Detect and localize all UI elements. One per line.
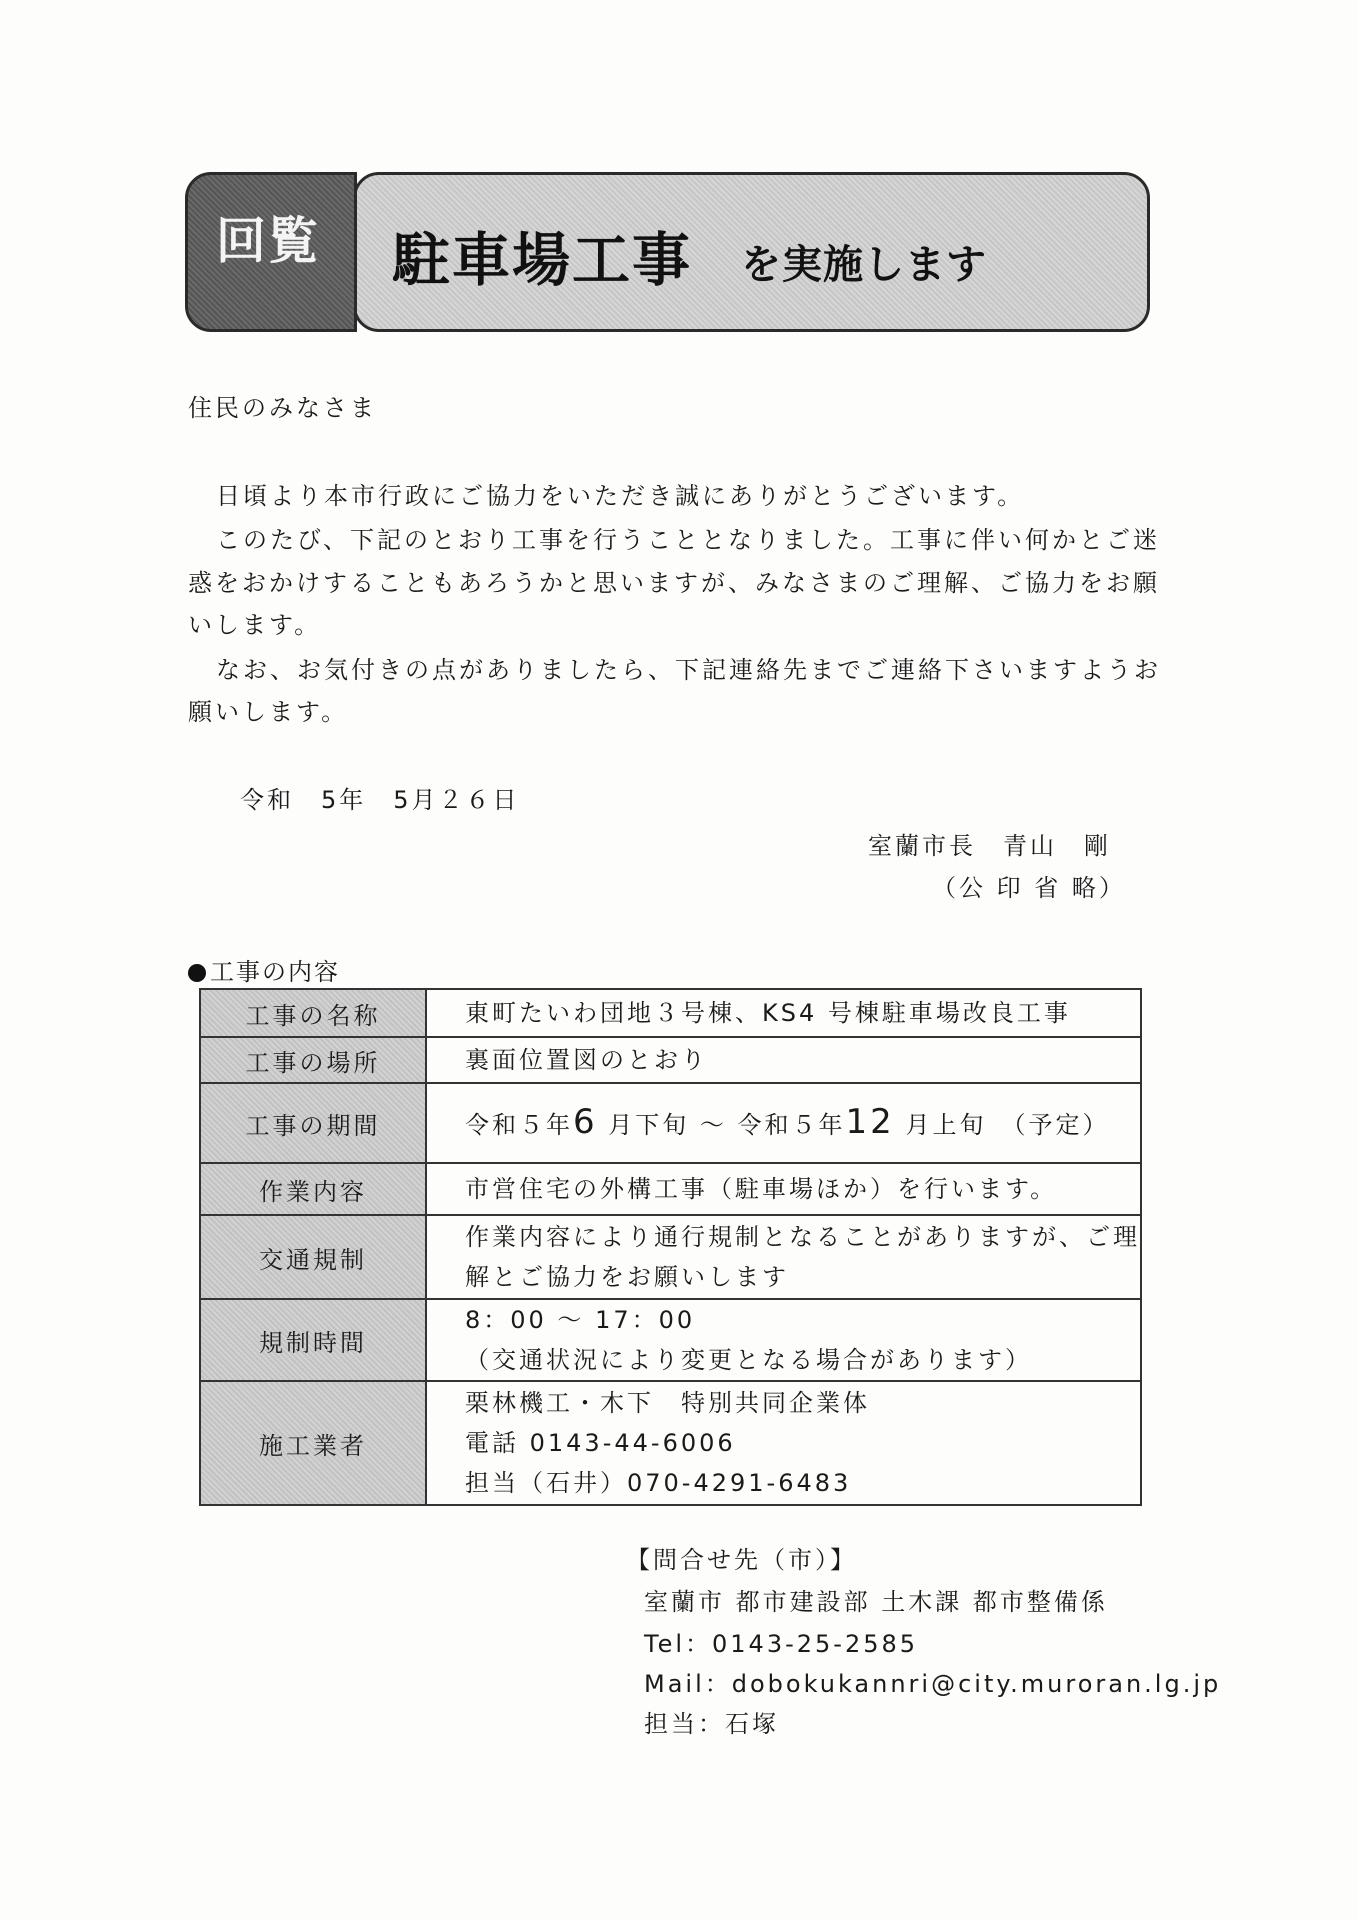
bullet-icon (188, 964, 206, 982)
table-row (200, 1083, 1141, 1163)
contractor-line-3: 担当（石井）070-4291-6483 (465, 1469, 852, 1497)
work-label: 作業内容 (200, 1163, 426, 1215)
table-row (200, 1215, 1141, 1299)
contact-tel: Tel：0143-25-2585 (644, 1630, 919, 1658)
contractor-value (426, 1381, 1141, 1505)
header-banner (185, 172, 1150, 332)
body-line-5: なお、お気付きの点がありましたら、下記連絡先までご連絡下さいますようお (216, 656, 1161, 684)
circular-tag-label: 回覧 (216, 212, 320, 270)
traffic-label: 交通規制 (200, 1215, 426, 1299)
body-line-6: 願いします。 (188, 698, 349, 726)
traffic-line-2: 解とご協力をお願いします (465, 1263, 789, 1291)
body-line-4: いします。 (188, 611, 322, 639)
banner-title-box (353, 172, 1150, 332)
period-start-month: 6 (573, 1101, 598, 1142)
seal-note: （公 印 省 略） (932, 874, 1126, 902)
issue-date: 令和 5年 5月２６日 (240, 786, 520, 814)
contact-heading: 【問合せ先（市）】 (626, 1546, 857, 1574)
details-heading (188, 952, 340, 987)
hours-line-2: （交通状況により変更となる場合があります） (465, 1346, 1032, 1374)
hours-line-1: 8：00 ～ 17：00 (465, 1306, 696, 1334)
contact-mail: Mail：dobokukannri@city.muroran.lg.jp (644, 1670, 1222, 1698)
traffic-line-1: 作業内容により通行規制となることがありますが、ご理 (465, 1223, 1140, 1251)
body-line-1: 日頃より本市行政にご協力をいただき誠にありがとうございます。 (216, 482, 1025, 510)
contractor-line-2: 電話 0143-44-6006 (465, 1429, 736, 1457)
banner-suffix: を実施します (741, 242, 987, 288)
body-line-3: 惑をおかけすることもあろうかと思いますが、みなさまのご理解、ご協力をお願 (188, 569, 1160, 597)
circular-tag (185, 172, 357, 332)
table-row (200, 1381, 1141, 1505)
period-prefix: 令和５年 (465, 1110, 573, 1139)
greeting: 住民のみなさま (188, 394, 377, 422)
banner-title: 駐車場工事 (392, 226, 693, 294)
period-label: 工事の期間 (200, 1083, 426, 1163)
period-mid: 月下旬 ～ 令和５年 (608, 1110, 846, 1139)
body-line-2: このたび、下記のとおり工事を行うこととなりました。工事に伴い何かとご迷 (216, 526, 1161, 554)
period-value (426, 1083, 1141, 1163)
name-label: 工事の名称 (200, 989, 426, 1037)
traffic-value (426, 1215, 1141, 1299)
contact-person: 担当：石塚 (644, 1710, 779, 1738)
hours-label: 規制時間 (200, 1299, 426, 1381)
period-suffix: 月上旬 （予定） (905, 1110, 1110, 1139)
contractor-label: 施工業者 (200, 1381, 426, 1505)
place-value: 裏面位置図のとおり (426, 1037, 1141, 1083)
place-label: 工事の場所 (200, 1037, 426, 1083)
work-value: 市営住宅の外構工事（駐車場ほか）を行います。 (426, 1163, 1141, 1215)
contact-dept: 室蘭市 都市建設部 土木課 都市整備係 (644, 1588, 1108, 1616)
details-table (199, 988, 1142, 1506)
table-row (200, 1037, 1141, 1083)
hours-value (426, 1299, 1141, 1381)
details-heading-label: 工事の内容 (210, 958, 340, 986)
table-row (200, 1163, 1141, 1215)
contractor-line-1: 栗林機工・木下 特別共同企業体 (465, 1389, 870, 1417)
table-row (200, 989, 1141, 1037)
name-value: 東町たいわ団地３号棟、KS4 号棟駐車場改良工事 (426, 989, 1141, 1037)
table-row (200, 1299, 1141, 1381)
issuer-name: 室蘭市長 青山 剛 (868, 832, 1111, 860)
period-end-month: 12 (845, 1101, 895, 1142)
